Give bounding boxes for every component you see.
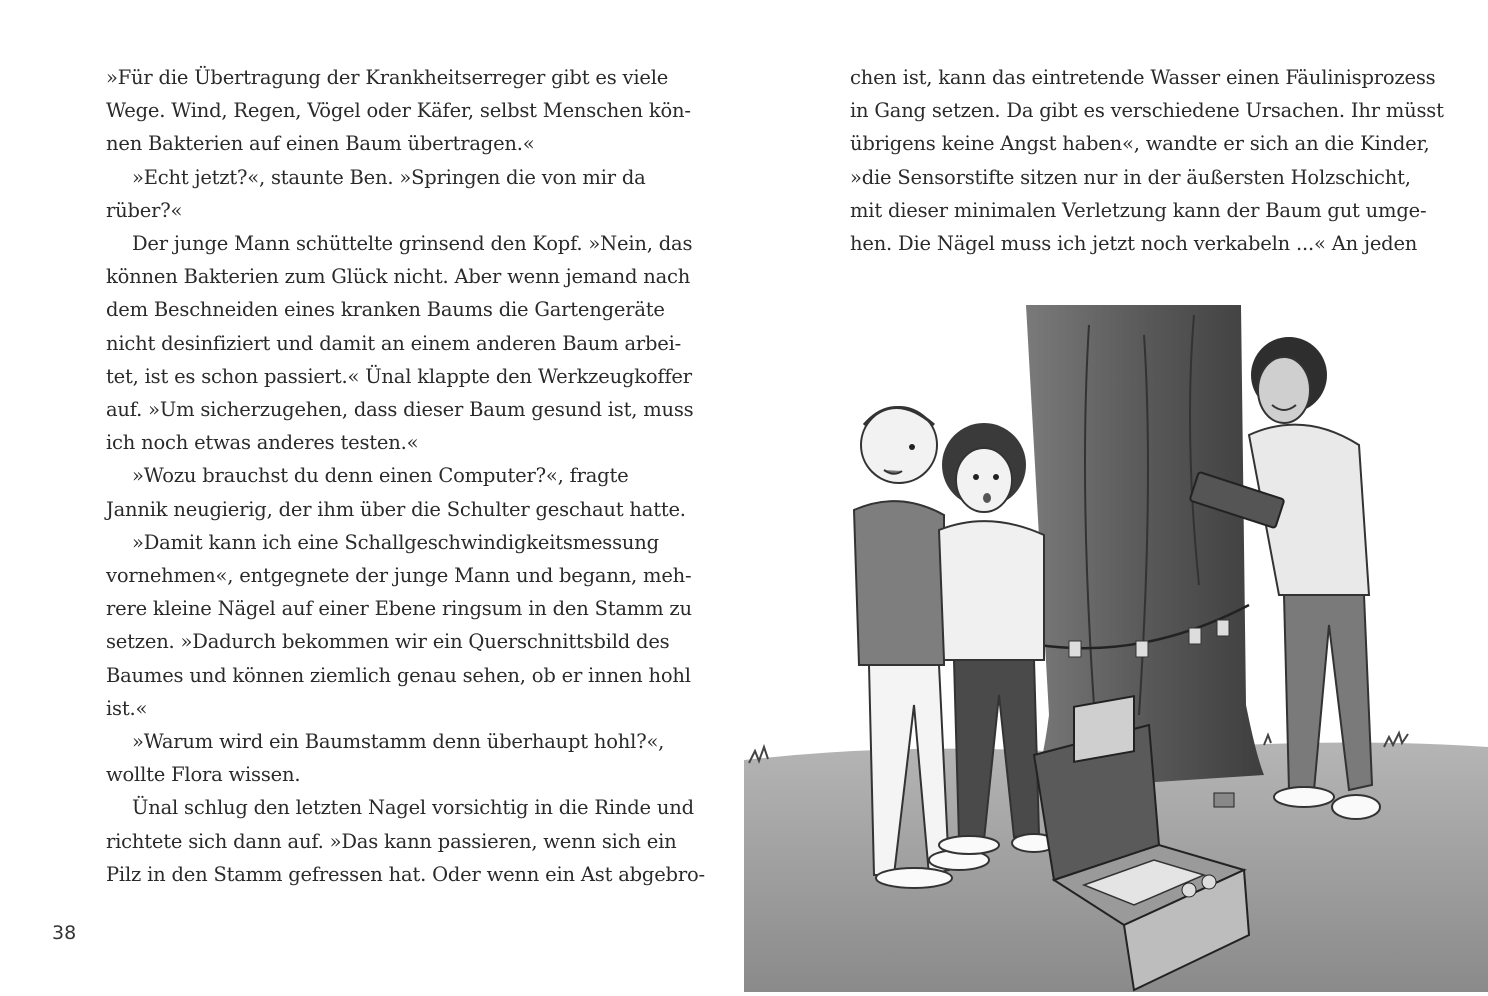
sensor-box: [1214, 793, 1234, 807]
tree-trunk: [1026, 305, 1264, 790]
sensor-nail: [1189, 628, 1201, 644]
text-line: können Bakterien zum Glück nicht. Aber wenn jemand nach: [106, 265, 691, 289]
text-line: »Wozu brauchst du denn einen Computer?«, fragte: [132, 464, 629, 488]
text-line: ist.«: [106, 696, 148, 720]
text-line: auf. »Um sicherzugehen, dass dieser Baum gesund ist, muss: [106, 398, 694, 422]
text-line: mit dieser minimalen Verletzung kann der Baum gut umge-: [850, 198, 1427, 222]
text-line: tet, ist es schon passiert.« Ünal klappte den Werkzeugkoffer: [106, 364, 692, 388]
left-page: [0, 0, 744, 992]
right-page-text: [850, 61, 1444, 260]
text-line: »Echt jetzt?«, staunte Ben. »Springen die von mir da: [132, 165, 646, 189]
text-line: vornehmen«, entgegnete der junge Mann und begann, meh-: [106, 564, 692, 588]
text-line: dem Beschneiden eines kranken Baums die Gartengeräte: [106, 298, 665, 322]
sensor-nail: [1069, 641, 1081, 657]
text-line: wollte Flora wissen.: [106, 763, 301, 787]
text-line: chen ist, kann das eintretende Wasser einen Fäulinisprozess: [850, 66, 1436, 89]
text-line: ich noch etwas anderes testen.«: [106, 431, 419, 455]
left-page-text: [106, 61, 705, 891]
text-line: setzen. »Dadurch bekommen wir ein Querschnittsbild des: [106, 630, 670, 654]
text-line: Wege. Wind, Regen, Vögel oder Käfer, selbst Menschen kön-: [106, 99, 691, 123]
page-number: 38: [52, 922, 77, 944]
text-line: hen. Die Nägel muss ich jetzt noch verkabeln ...« An jeden: [850, 232, 1418, 256]
text-line: Ünal schlug den letzten Nagel vorsichtig in die Rinde und: [132, 796, 694, 820]
text-line: übrigens keine Angst haben«, wandte er sich an die Kinder,: [850, 132, 1430, 156]
text-line: »Damit kann ich eine Schallgeschwindigkeitsmessung: [132, 530, 659, 554]
text-line: richtete sich dann auf. »Das kann passieren, wenn sich ein: [106, 829, 677, 853]
text-line: Baumes und können ziemlich genau sehen, ob er innen hohl: [106, 663, 691, 687]
text-line: Pilz in den Stamm gefressen hat. Oder wenn ein Ast abgebro-: [106, 862, 705, 886]
text-line: nicht desinfiziert und damit an einem anderen Baum arbei-: [106, 331, 682, 355]
text-line: rere kleine Nägel auf einer Ebene ringsum in den Stamm zu: [106, 597, 692, 621]
text-line: »Warum wird ein Baumstamm denn überhaupt hohl?«,: [132, 730, 665, 754]
text-line: »die Sensorstifte sitzen nur in der äußersten Holzschicht,: [850, 165, 1411, 189]
right-page: [744, 0, 1488, 992]
text-line: Jannik neugierig, der ihm über die Schulter geschaut hatte.: [106, 497, 686, 521]
text-line: in Gang setzen. Da gibt es verschiedene Ursachen. Ihr müsst: [850, 99, 1444, 123]
sensor-nail: [1217, 620, 1229, 636]
text-line: nen Bakterien auf einen Baum übertragen.«: [106, 132, 535, 156]
text-line: rüber?«: [106, 198, 183, 222]
sensor-nail: [1136, 641, 1148, 657]
text-line: »Für die Übertragung der Krankheitserreger gibt es viele: [106, 66, 669, 89]
illustration-icon: [744, 285, 1488, 992]
text-line: Der junge Mann schüttelte grinsend den Kopf. »Nein, das: [132, 232, 693, 256]
